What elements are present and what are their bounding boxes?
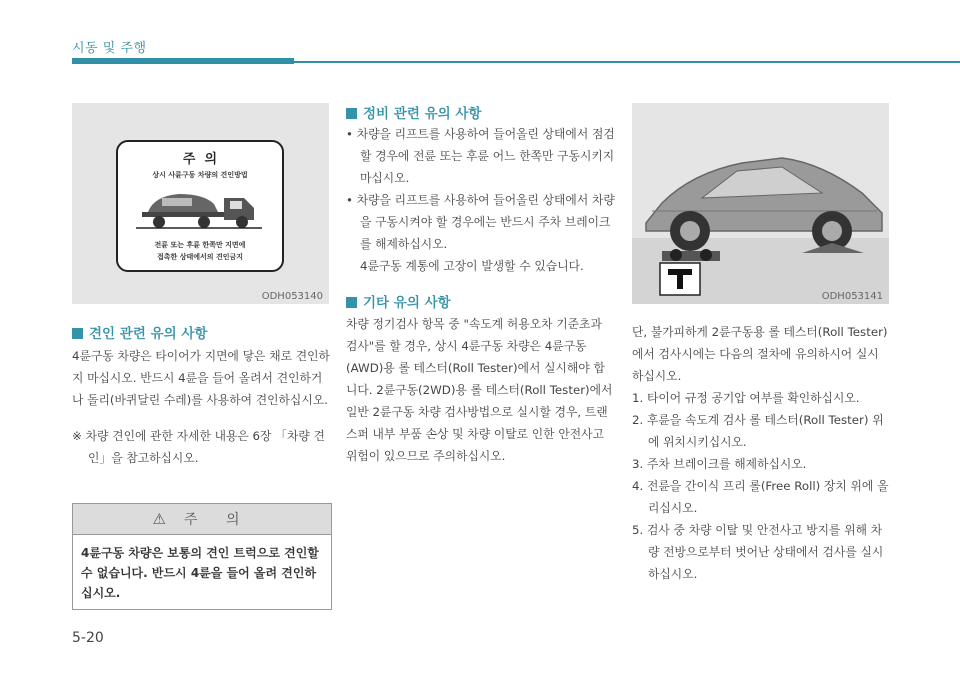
maintenance-bullet-1: • 차량을 리프트를 사용하여 들어올린 상태에서 점검할 경우에 전륜 또는 후륜 어느 한쪽만 구동시키지 마십시오.: [346, 127, 615, 185]
warning-triangle-icon: ⚠: [152, 510, 166, 528]
procedure-step-4: 4. 전륜을 간이식 프리 롤(Free Roll) 장치 위에 올리십시오.: [632, 479, 889, 515]
caution-box: [72, 503, 332, 610]
page-number: 5-20: [72, 630, 104, 646]
car-on-roller-illustration: [632, 103, 889, 304]
procedure-text: [632, 321, 890, 585]
sign-caption-2: 접촉한 상태에서의 견인금지: [156, 253, 244, 261]
sign-subtitle: 상시 사륜구동 차량의 견인방법: [152, 171, 248, 179]
maintenance-bullet-extra: 4륜구동 계통에 고장이 발생할 수 있습니다.: [360, 259, 584, 273]
maintenance-bullet-2: • 차량을 리프트를 사용하여 들어올린 상태에서 차량을 구동시켜야 할 경우에는 반드시 주차 브레이크를 해제하십시오.: [346, 193, 615, 251]
figure-code: ODH053141: [821, 291, 883, 302]
header-rule-thin: [294, 61, 960, 63]
other-text: [346, 313, 616, 467]
procedure-step-1: 1. 타이어 규정 공기압 여부를 확인하십시오.: [632, 391, 860, 405]
towing-heading: 견인 관련 유의 사항: [72, 322, 207, 342]
caution-text: 4륜구동 차량은 보통의 견인 트럭으로 견인할 수 없습니다. 반드시 4륜을 들어 올려 견인하십시오.: [81, 546, 319, 600]
heading-square-icon: [346, 108, 357, 119]
figure-roll-tester: [632, 103, 889, 304]
tow-truck-icon: [134, 184, 264, 234]
procedure-step-3: 3. 주차 브레이크를 해제하십시오.: [632, 457, 807, 471]
heading-square-icon: [346, 297, 357, 308]
towing-note: ※ 차량 견인에 관한 자세한 내용은 6장 「차량 견인」을 참고하십시오.: [72, 429, 325, 465]
sign-caption-1: 전륜 또는 후륜 한쪽만 지면에: [154, 241, 246, 249]
sign-title: 주 의: [182, 152, 218, 167]
caution-sign-board: [116, 140, 284, 272]
procedure-step-5: 5. 검사 중 차량 이탈 및 안전사고 방지를 위해 차량 전방으로부터 벗어난 상태에서 검사를 실시하십시오.: [632, 523, 884, 581]
towing-text: [72, 345, 330, 469]
heading-square-icon: [72, 328, 83, 339]
maintenance-text: [346, 123, 616, 277]
other-body: 차량 정기검사 항목 중 "속도계 허용오차 기준초과 검사"를 할 경우, 상시 4륜구동 차량은 4륜구동(AWD)용 롤 테스터(Roll Tester)에서 실시해야 합니다. 2륜구동(2WD)용 롤 테스터(Roll Tester)에서 일반 2륜구동 차량 검사방법으로 실시할 경우, 트랜스퍼 내부 부품 손상 및 차량 이탈로 인한 안전사고 위험이 있으므로 주의하십시오.: [346, 317, 613, 463]
procedure-step-2: 2. 후륜을 속도계 검사 롤 테스터(Roll Tester) 위에 위치시키십시오.: [632, 413, 884, 449]
caution-header: ⚠ 주 의: [73, 504, 331, 535]
figure-towing-sign: [72, 103, 329, 304]
header-rule-thick: [72, 58, 294, 64]
figure-code: ODH053140: [261, 291, 323, 302]
section-title: 시동 및 주행: [72, 41, 147, 56]
procedure-intro: 단, 불가피하게 2륜구동용 롤 테스터(Roll Tester) 에서 검사시에는 다음의 절차에 유의하시어 실시 하십시오.: [632, 325, 888, 383]
maintenance-heading: 정비 관련 유의 사항: [346, 102, 481, 122]
other-heading: 기타 유의 사항: [346, 291, 451, 311]
towing-body: 4륜구동 차량은 타이어가 지면에 닿은 채로 견인하지 마십시오. 반드시 4륜을 들어 올려서 견인하거나 돌리(바퀴달린 수레)를 사용하여 견인하십시오.: [72, 349, 330, 407]
